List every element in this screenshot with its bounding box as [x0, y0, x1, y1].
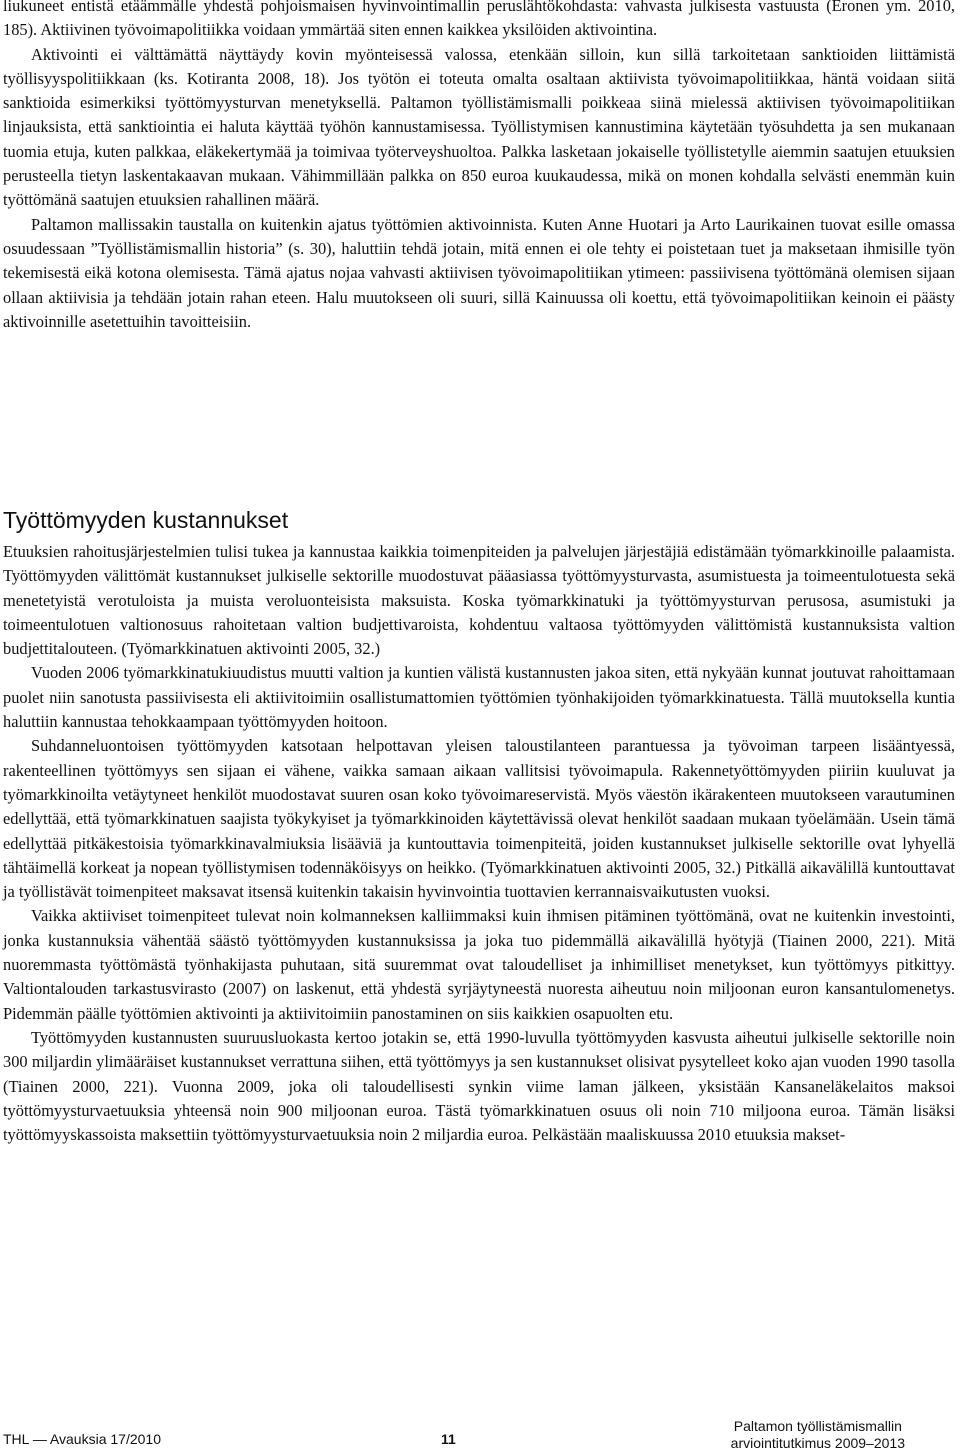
section-text-block: [3, 540, 955, 1147]
footer-report-title-line: arviointitutkimus 2009–2013: [730, 1435, 905, 1451]
footer-report-title-line: Paltamon työllistämismallin: [733, 1418, 902, 1434]
paragraph: Paltamon mallissakin taustalla on kuitenkin ajatus työttömien aktivoinnista. Kuten Anne Huotari ja Arto Laurikainen tuovat esille omassa osuudessaan ”Työllistämismallin historia” (s. 30), haluttiin tehdä jotain, mitä ennen ei ole tehty ei poistetaan tuet ja maksetaan ihmisille työn tekemisestä eikä kotona olemisesta. Tämä ajatus nojaa vahvasti aktiivisen työvoimapolitiikan ytimeen: passiivisena työttömänä olemisen sijaan ollaan aktiivisia ja tehdään jotain rahan eteen. Halu muutokseen oli suuri, sillä Kainuussa oli koettu, että työvoimapolitiikan keinoin ei päästy aktivoinnille asetettuihin tavoitteisiin.: [3, 214, 955, 331]
paragraph: Etuuksien rahoitusjärjestelmien tulisi tukea ja kannustaa kaikkia toimenpiteiden ja palvelujen järjestäjiä edistämään työmarkkinoille palaamista. Työttömyyden välittömät kustannukset julkiselle sektorille muodostuvat pääasiassa työttömyysturvasta, asumistuesta ja toimeentulotuesta sekä menetetyistä verotuloista ja muista veroluonteisista maksuista. Koska työmarkkinatuki ja työttömyysturvan perusosa, asumistuki ja toimeentulotuen valtionosuus rahoitetaan valtion budjettivaroista, kohdentuu valtaosa työttömyyden välittömistä kustannuksista valtion budjettitalouteen. (Työmarkkinatuen aktivointi 2005, 32.): [3, 542, 955, 659]
paragraph: Aktivointi ei välttämättä näyttäydy kovin myönteisessä valossa, etenkään silloin, kun sillä tarkoitetaan sanktioiden liittämistä työllisyyspolitiikkaan (ks. Kotiranta 2008, 18). Jos työtön ei toteuta omalta osaltaan aktiivista työvoimapolitiikkaa, häntä voidaan siitä sanktioida esimerkiksi työttömyysturvan menetyksellä. Paltamon työllistämismalli poikkeaa siinä mielessä aktiivisen työvoimapolitiikan linjauksista, että sanktiointia ei haluta käyttää työhön kannustamisessa. Työllistymisen kannustimina käytetään työsuhdetta ja sen mukanaan tuomia etuja, kuten palkkaa, eläkekertymää ja toimivaa työterveyshuoltoa. Palkka lasketaan jokaiselle työllistetylle aiemmin saatujen etuuksien perusteella tietyn laskentakaavan mukaan. Vähimmillään palkka on 850 euroa kuukaudessa, mikä on monen kohdalla selvästi enemmän kuin työttömänä saatujen etuuksien rahallinen määrä.: [3, 44, 955, 210]
page-footer: [0, 1418, 960, 1451]
footer-publication: THL — Avauksia 17/2010: [3, 1431, 161, 1447]
paragraph: Suhdanneluontoisen työttömyyden katsotaan helpottavan yleisen taloustilanteen parantuessa ja työvoiman tarpeen lisääntyessä, rakenteellinen työttömyys sen sijaan ei vähene, vaikka samaan aikaan vallitsisi työvoimapula. Rakennetyöttömyyden piiriin kuuluvat ja työmarkkinoilta vetäytyneet henkilöt muodostavat suuren osan koko työvoimareservistä. Myös väestön ikärakenteen muutokseen varautuminen edellyttää, että työmarkkinatuen saajista työkykyiset ja työmarkkinoiden käytettävissä olevat henkilöt saadaan mukaan työelämään. Usein tämä edellyttää pitkäkestoisia työmarkkinavalmiuksia lisääviä ja kuntouttavia toimenpiteitä, joiden kustannukset julkiselle sektorille ovat lyhyellä tähtäimellä korkeat ja nopean työllistymisen todennäköisyys on heikko. (Työmarkkinatuen aktivointi 2005, 32.) Pitkällä aikavälillä kuntouttavat ja työllistävät toimenpiteet maksavat itsensä kuitenkin takaisin hyvinvointia tuottavien kerrannaisvaikutusten vuoksi.: [3, 736, 955, 902]
paragraph: Vuoden 2006 työmarkkinatukiuudistus muutti valtion ja kuntien välistä kustannusten jakoa siten, että nykyään kunnat joutuvat rahoittamaan puolet niin sanotusta passiivisesta eli aktiivitoimiin osallistumattomien työttömien työnhakijoiden työmarkkinatuesta. Tällä muutoksella kuntia haluttiin kannustaa tehokkaampaan työttömyyden hoitoon.: [3, 663, 955, 732]
paragraph: liukuneet entistä etäämmälle yhdestä pohjoismaisen hyvinvointimallin peruslähtökohdasta: vahvasta julkisesta vastuusta (Eronen ym. 2010, 185). Aktiivinen työvoimapolitiikka voidaan ymmärtää siten ennen kaikkea yksilöiden aktivointina.: [3, 0, 955, 40]
paragraph: Vaikka aktiiviset toimenpiteet tulevat noin kolmanneksen kalliimmaksi kuin ihmisen pitäminen työttömänä, ovat ne kuitenkin investointi, jonka kustannuksia vähentää säästö työttömyyden kustannuksissa ja joka tuo pidemmällä aikavälillä hyötyjä (Tiainen 2000, 221). Mitä nuoremmasta työttömästä työnhakijasta puhutaan, sitä suuremmat ovat taloudelliset ja inhimilliset menetykset, kun työttömyys pitkittyy. Valtiontalouden tarkastusvirasto (2007) on laskenut, että yhdestä syrjäytyneestä nuoresta aiheutuu noin miljoonan euron kansantulomenetys. Pidemmän päälle työttömien aktivointi ja aktiivitoimiin panostaminen on siis kaikkien osapuolten etu.: [3, 906, 955, 1023]
paragraph: Työttömyyden kustannusten suuruusluokasta kertoo jotakin se, että 1990-luvulla työttömyyden kasvusta aiheutui julkiselle sektorille noin 300 miljardin ylimääräiset kustannukset verrattuna siihen, että työttömyys ja sen kustannukset olisivat pysytelleet koko ajan vuoden 1990 tasolla (Tiainen 2000, 221). Vuonna 2009, joka oli taloudellisesti synkin viime laman jälkeen, yksistään Kansaneläkelaitos maksoi työttömyysturvaetuuksia yhteensä noin 900 miljoonan euroa. Tästä työmarkkinatuen osuus oli noin 710 miljoona euroa. Tämän lisäksi työttömyyskassoista maksettiin työttömyysturvaetuuksia noin 2 miljardia euroa. Pelkästään maaliskuussa 2010 etuuksia makset-: [3, 1027, 955, 1145]
section-heading: Työttömyyden kustannukset: [3, 507, 289, 533]
page-number: 11: [441, 1431, 456, 1447]
top-text-block: [3, 0, 955, 334]
footer-report-title: [731, 1418, 905, 1452]
